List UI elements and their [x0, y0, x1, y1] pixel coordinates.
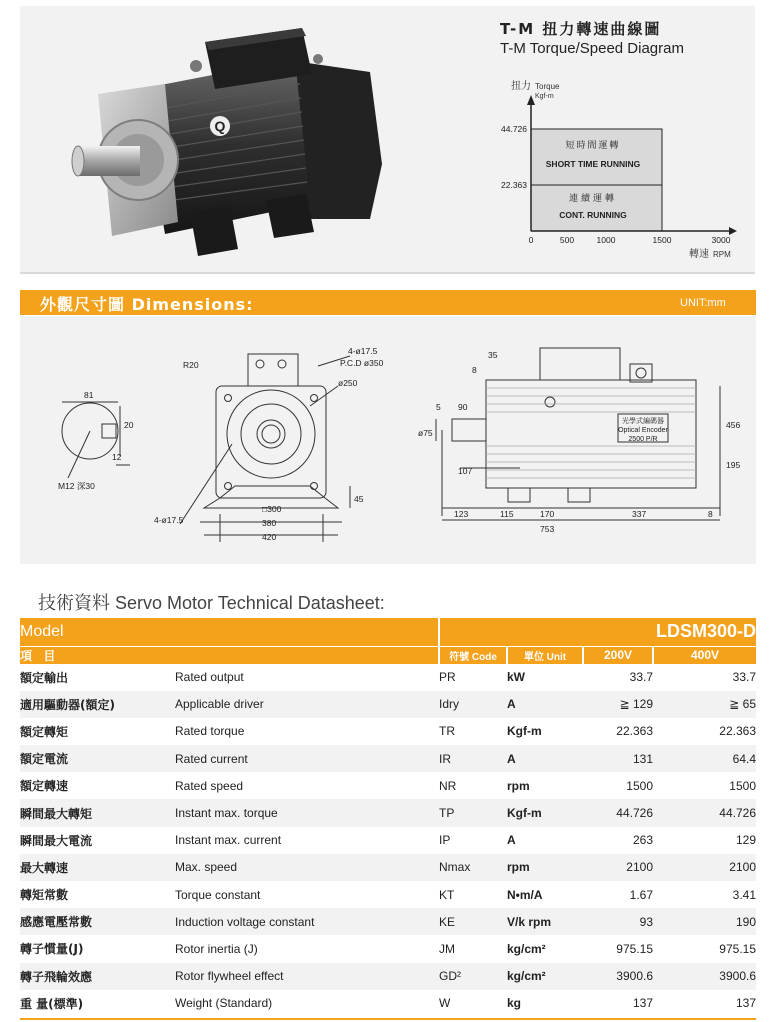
spec-name-en: Induction voltage constant	[175, 914, 315, 929]
dim-8b: 8	[708, 509, 713, 519]
x-axis-label-zh: 轉速	[689, 249, 709, 260]
spec-unit: kW	[507, 670, 525, 685]
item-header: 項 目	[20, 646, 439, 664]
dim-8a: 8	[472, 365, 477, 375]
spec-value-200v: ≧ 129	[619, 697, 653, 712]
spec-value-400v: ≧ 65	[729, 697, 756, 712]
dim-pcd: P.C.D ø350	[340, 358, 384, 368]
x-tick-label: 1500	[652, 235, 672, 245]
spec-value-400v: 975.15	[719, 941, 756, 956]
spec-value-200v: 44.726	[616, 806, 653, 821]
spec-value-400v: 137	[735, 996, 756, 1011]
spec-name-en: Rated output	[175, 670, 244, 685]
spec-name-zh: 額定轉速	[20, 779, 69, 794]
spec-table	[20, 618, 756, 1017]
spec-code: IR	[439, 751, 451, 766]
x-tick-label: 3000	[711, 235, 731, 245]
y-tick-label: 44.726	[501, 124, 527, 134]
dim-5: 5	[436, 402, 441, 412]
dimension-drawing	[20, 316, 756, 564]
x-tick-label: 0	[528, 235, 534, 245]
spec-unit: Kgf-m	[507, 724, 542, 739]
y-axis-unit: Kgf-m	[535, 93, 554, 100]
spec-unit: rpm	[507, 860, 530, 875]
model-value: LDSM300-D	[439, 618, 756, 646]
spec-name-en: Applicable driver	[175, 697, 264, 712]
spec-name-zh: 額定電流	[20, 752, 69, 767]
cont-label-zh: 連續運轉	[568, 193, 618, 203]
spec-value-400v: 2100	[729, 860, 756, 875]
spec-row	[20, 854, 756, 881]
short-time-label-en: SHORT TIME RUNNING	[545, 159, 641, 169]
encoder-label-en: Optical Encoder	[618, 427, 668, 434]
voltage-400v-header: 400V	[653, 646, 756, 664]
spec-unit: rpm	[507, 778, 530, 793]
spec-value-400v: 190	[735, 914, 756, 929]
spec-unit: A	[507, 697, 516, 712]
spec-name-en: Rated speed	[175, 778, 244, 793]
spec-name-zh: 適用驅動器(額定)	[20, 697, 115, 712]
dim-123: 123	[454, 509, 469, 519]
spec-row	[20, 935, 756, 962]
spec-name-en: Rotor inertia (J)	[175, 941, 258, 956]
spec-name-zh: 瞬間最大電流	[20, 833, 93, 848]
x-tick-label: 500	[559, 235, 575, 245]
spec-unit: N•m/A	[507, 887, 543, 902]
spec-name-en: Rated current	[175, 751, 248, 766]
spec-row	[20, 908, 756, 935]
dim-420: 420	[262, 532, 277, 542]
short-time-area	[531, 129, 662, 185]
dim-90: 90	[458, 402, 468, 412]
spec-row	[20, 799, 756, 826]
dim-107: 107	[458, 466, 473, 476]
spec-name-zh: 轉矩常數	[20, 888, 69, 903]
spec-code: IP	[439, 833, 451, 848]
cont-label-en: CONT. RUNNING	[559, 210, 627, 220]
voltage-200v-header: 200V	[583, 646, 653, 664]
tm-diagram-title-en: T-M Torque/Speed Diagram	[500, 40, 684, 57]
spec-name-zh: 瞬間最大轉矩	[20, 806, 93, 821]
spec-value-200v: 137	[632, 996, 653, 1011]
spec-name-zh: 額定轉矩	[20, 724, 69, 739]
spec-unit: kg	[507, 996, 522, 1011]
tm-diagram-title-zh: T-M 扭力轉速曲線圖	[500, 20, 662, 38]
spec-code: Nmax	[439, 860, 471, 875]
dim-75: ø75	[418, 428, 433, 438]
spec-unit: A	[507, 833, 516, 848]
spec-value-200v: 131	[632, 751, 653, 766]
column-header-row	[20, 646, 756, 664]
spec-name-zh: 感應電壓常數	[20, 915, 93, 930]
spec-unit: A	[507, 751, 516, 766]
motor-photo	[70, 14, 410, 259]
spec-row	[20, 691, 756, 718]
spec-name-en: Weight (Standard)	[175, 996, 273, 1011]
unit-header: 單位 Unit	[507, 646, 583, 664]
spec-code: W	[439, 996, 451, 1011]
dim-35: 35	[488, 350, 498, 360]
model-header-row	[20, 618, 756, 646]
dim-m12: M12 深30	[58, 481, 95, 491]
spec-code: TP	[439, 806, 455, 821]
spec-value-400v: 3900.6	[719, 969, 756, 984]
encoder-label-zh: 光學式編碼器	[622, 418, 664, 425]
spec-row	[20, 827, 756, 854]
spec-value-400v: 44.726	[719, 806, 756, 821]
dim-380: 380	[262, 518, 277, 528]
spec-row	[20, 963, 756, 990]
spec-unit: Kgf-m	[507, 806, 542, 821]
y-tick-label: 22.363	[501, 180, 527, 190]
spec-code: Idry	[439, 697, 460, 712]
datasheet-title: 技術資料 Servo Motor Technical Datasheet:	[38, 593, 385, 613]
y-axis-label-zh: 扭力	[511, 81, 531, 92]
spec-value-400v: 33.7	[732, 670, 756, 685]
dim-456: 456	[726, 420, 741, 430]
spec-row	[20, 772, 756, 799]
dim-holes-2: 4-ø17.5	[154, 515, 184, 525]
spec-name-en: Max. speed	[175, 860, 238, 875]
spec-value-200v: 2100	[626, 860, 653, 875]
dim-20: 20	[124, 420, 134, 430]
spec-name-en: Torque constant	[175, 887, 261, 902]
spec-code: NR	[439, 778, 457, 793]
spec-value-200v: 263	[632, 833, 653, 848]
dim-195: 195	[726, 460, 741, 470]
x-axis-label-en: RPM	[713, 250, 731, 259]
spec-code: PR	[439, 670, 456, 685]
spec-value-400v: 1500	[729, 778, 756, 793]
encoder-resolution: 2500 P/R	[628, 436, 658, 443]
y-axis-label-en: Torque	[535, 82, 560, 91]
spec-value-200v: 93	[639, 914, 653, 929]
dim-753: 753	[540, 524, 555, 534]
spec-row	[20, 881, 756, 908]
spec-name-en: Instant max. current	[175, 833, 282, 848]
spec-name-en: Rotor flywheel effect	[175, 969, 284, 984]
spec-value-400v: 22.363	[719, 724, 756, 739]
brand-logo-letter: Q	[214, 118, 226, 134]
spec-unit: kg/cm²	[507, 969, 546, 984]
spec-value-400v: 3.41	[732, 887, 756, 902]
dim-115: 115	[500, 509, 514, 519]
spec-value-400v: 64.4	[732, 751, 756, 766]
spec-code: TR	[439, 724, 455, 739]
table-bottom-rule	[20, 1018, 756, 1020]
dimensions-title: 外觀尺寸圖 Dimensions:	[40, 295, 254, 314]
spec-name-zh: 轉子飛輪效應	[20, 969, 93, 984]
dim-sq300: □300	[262, 504, 282, 514]
spec-value-200v: 22.363	[616, 724, 653, 739]
spec-name-zh: 最大轉速	[20, 860, 69, 875]
spec-code: GD²	[439, 969, 461, 984]
dimensions-unit: UNIT:mm	[680, 297, 726, 309]
spec-value-200v: 975.15	[616, 941, 653, 956]
spec-code: JM	[439, 941, 455, 956]
spec-row	[20, 664, 756, 691]
spec-code: KT	[439, 887, 455, 902]
dim-holes: 4-ø17.5	[348, 346, 378, 356]
spec-unit: V/k rpm	[507, 914, 552, 929]
x-tick-label: 1000	[596, 235, 616, 245]
spec-row	[20, 990, 756, 1017]
dim-12: 12	[112, 452, 122, 462]
spec-row	[20, 745, 756, 772]
spec-code: KE	[439, 914, 456, 929]
spec-unit: kg/cm²	[507, 941, 546, 956]
model-label: Model	[20, 622, 64, 640]
dim-250: ø250	[338, 378, 358, 388]
dim-r20: R20	[183, 360, 199, 370]
short-time-label-zh: 短時間運轉	[565, 140, 621, 150]
spec-value-200v: 3900.6	[616, 969, 653, 984]
tm-chart	[475, 75, 745, 260]
dim-45: 45	[354, 494, 364, 504]
code-header: 符號 Code	[439, 646, 507, 664]
spec-name-en: Instant max. torque	[175, 806, 278, 821]
spec-value-200v: 1.67	[629, 887, 653, 902]
spec-name-zh: 額定輸出	[20, 670, 69, 685]
spec-name-zh: 轉子慣量(J)	[20, 942, 84, 957]
spec-name-zh: 重 量(標準)	[20, 996, 84, 1011]
cont-running-area	[531, 185, 662, 231]
spec-value-200v: 33.7	[629, 670, 653, 685]
spec-value-400v: 129	[735, 833, 756, 848]
spec-name-en: Rated torque	[175, 724, 245, 739]
dim-337: 337	[632, 509, 647, 519]
spec-value-200v: 1500	[626, 778, 653, 793]
dim-81: 81	[84, 390, 94, 400]
dim-170: 170	[540, 509, 555, 519]
spec-row	[20, 718, 756, 745]
